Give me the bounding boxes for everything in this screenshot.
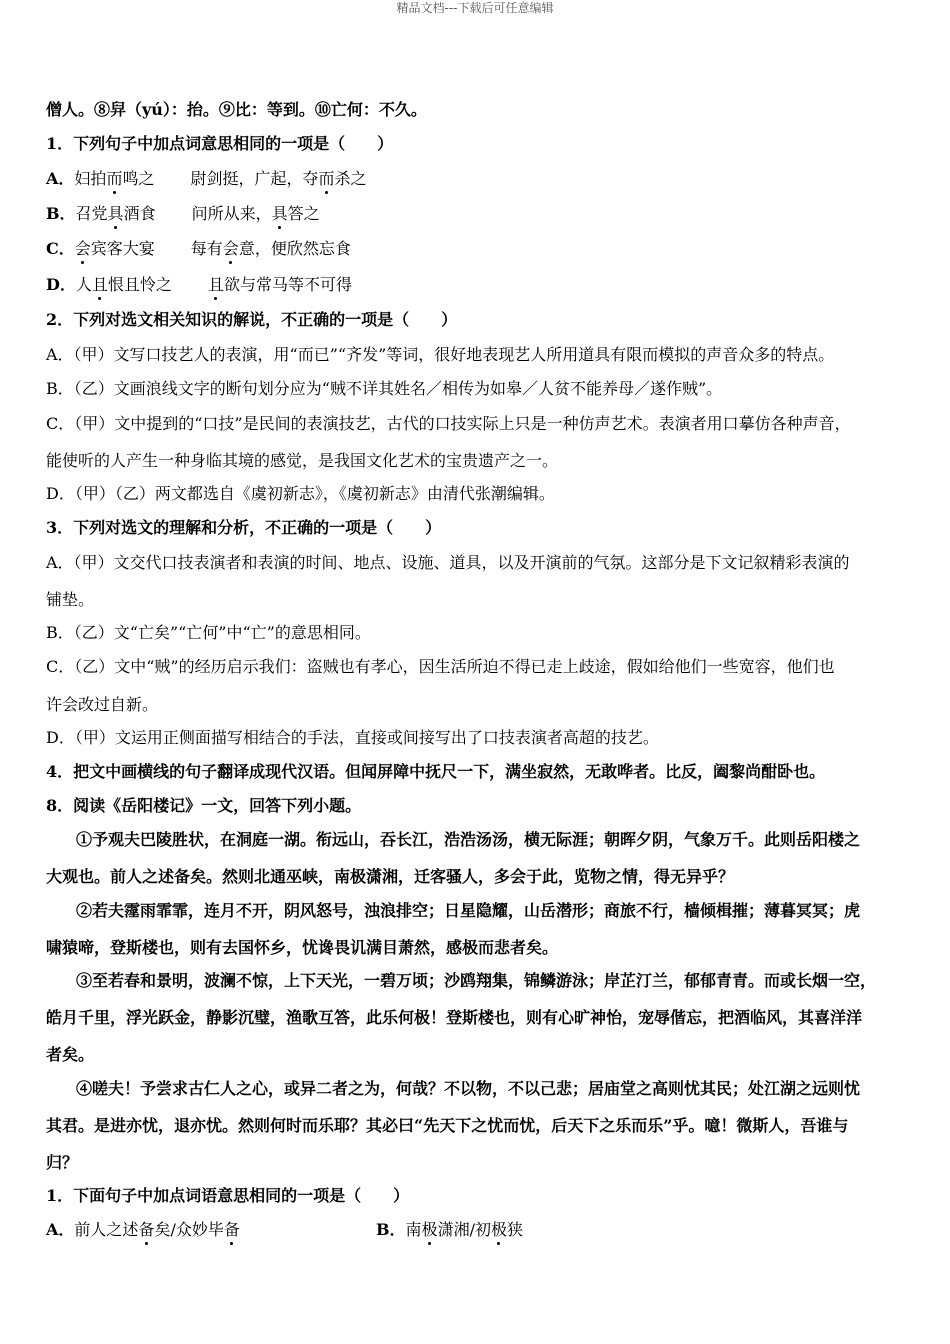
q2-option-c: C．（甲）文中提到的“口技”是民间的表演技艺，古代的口技实际上只是一种仿声艺术。表演者用口摹仿各种声音， — [46, 414, 851, 433]
passage-paragraph-1-continued: 大观也。前人之述备矣。然则北通巫峡，南极潇湘，迁客骚人，多会于此，览物之情，得无异乎？ — [46, 867, 735, 886]
q3-option-c: C．（乙）文中“贼”的经历启示我们：盗贼也有孝心，因生活所迫不得已走上歧途，假如给他们一些宽容，他们也 — [46, 657, 835, 676]
q2-option-b: B．（乙）文画浪线文字的断句划分应为“贼不详其姓名／相传为如皋／人贫不能养母／遂作贼”。 — [46, 379, 723, 398]
q8-sub1-option-b: B．南极潇湘/初极狭 — [376, 1220, 523, 1239]
passage-paragraph-4-continued: 其君。是进亦忧，退亦忧。然则何时而乐耶？其必曰“先天下之忧而忧，后天下之乐而乐”乎。噫！微斯人，吾谁与 — [46, 1116, 849, 1135]
q1-stem: 1．下列句子中加点词意思相同的一项是（ ） — [46, 134, 394, 153]
passage-paragraph-4: ④嗟夫！予尝求古仁人之心，或异二者之为，何哉？不以物，不以己悲；居庙堂之高则忧其民；处江湖之远则忧 — [76, 1079, 861, 1098]
passage-paragraph-3: ③至若春和景明，波澜不惊，上下天光，一碧万顷；沙鸥翔集，锦鳞游泳；岸芷汀兰，郁郁青青。而或长烟一空， — [76, 971, 877, 990]
passage-paragraph-1: ①予观夫巴陵胜状，在洞庭一湖。衔远山，吞长江，浩浩汤汤，横无际涯；朝晖夕阴，气象万千。此则岳阳楼之 — [76, 830, 861, 849]
q4-text: 4．把文中画横线的句子翻译成现代汉语。但闻屏障中抚尺一下，满坐寂然，无敢哗者。比反，阖黎尚酣卧也。 — [46, 762, 826, 781]
passage-paragraph-2: ②若夫霪雨霏霏，连月不开，阴风怒号，浊浪排空；日星隐耀，山岳潜形；商旅不行，樯倾楫摧；薄暮冥冥；虎 — [76, 901, 861, 920]
q8-sub1-option-a: A．前人之述备矣/众妙毕备 — [46, 1220, 240, 1239]
q1-option-d: D．人且恨且怜之 且欲与常马等不可得 — [46, 275, 352, 294]
q2-option-a: A．（甲）文写口技艺人的表演，用“而已”“齐发”等词，很好地表现艺人所用道具有限而模拟的声音众多的特点。 — [46, 345, 835, 364]
q1-option-a: A．妇拍而鸣之 尉剑挺，广起，夺而杀之 — [46, 169, 367, 188]
q1-option-b: B．召党具酒食 问所从来，具答之 — [46, 204, 320, 223]
q3-option-b: B．（乙）文“亡矣”“亡何”中“亡”的意思相同。 — [46, 623, 371, 642]
passage-paragraph-2-continued: 啸猿啼，登斯楼也，则有去国怀乡，忧谗畏讥满目萧然，感极而悲者矣。 — [46, 938, 559, 957]
q3-stem: 3．下列对选文的理解和分析，不正确的一项是（ ） — [46, 518, 442, 537]
q1-option-c: C．会宾客大宴 每有会意，便欣然忘食 — [46, 239, 351, 258]
passage-paragraph-4-end: 归？ — [46, 1153, 79, 1172]
page-header — [0, 0, 950, 16]
q8-intro: 8．阅读《岳阳楼记》一文，回答下列小题。 — [46, 796, 362, 815]
q2-stem: 2．下列对选文相关知识的解说，不正确的一项是（ ） — [46, 310, 458, 329]
q3-option-d: D．（甲）文运用正侧面描写相结合的手法，直接或间接写出了口技表演者高超的技艺。 — [46, 728, 659, 747]
notes-line: 僧人。⑧舁（yú）：抬。⑨比：等到。⑩亡何：不久。 — [46, 100, 427, 119]
q3-option-a: A．（甲）文交代口技表演者和表演的时间、地点、设施、道具，以及开演前的气氛。这部分是下文记叙精彩表演的 — [46, 553, 850, 572]
passage-paragraph-3-end: 者矣。 — [46, 1045, 95, 1064]
q8-sub1-stem: 1．下面句子中加点词语意思相同的一项是（ ） — [46, 1186, 410, 1205]
passage-paragraph-3-continued: 皓月千里，浮光跃金，静影沉璧，渔歌互答，此乐何极！登斯楼也，则有心旷神怡，宠辱偕忘，把酒临风，其喜洋洋 — [46, 1008, 863, 1027]
q3-option-c-continued: 许会改过自新。 — [46, 695, 159, 714]
q2-option-c-continued: 能使听的人产生一种身临其境的感觉，是我国文化艺术的宝贵遗产之一。 — [46, 451, 559, 470]
q2-option-d: D．（甲）（乙）两文都选自《虞初新志》，《虞初新志》由清代张潮编辑。 — [46, 484, 555, 503]
header-text: 精品文档---下载后可任意编辑 — [396, 1, 554, 15]
q3-option-a-continued: 铺垫。 — [46, 590, 95, 609]
